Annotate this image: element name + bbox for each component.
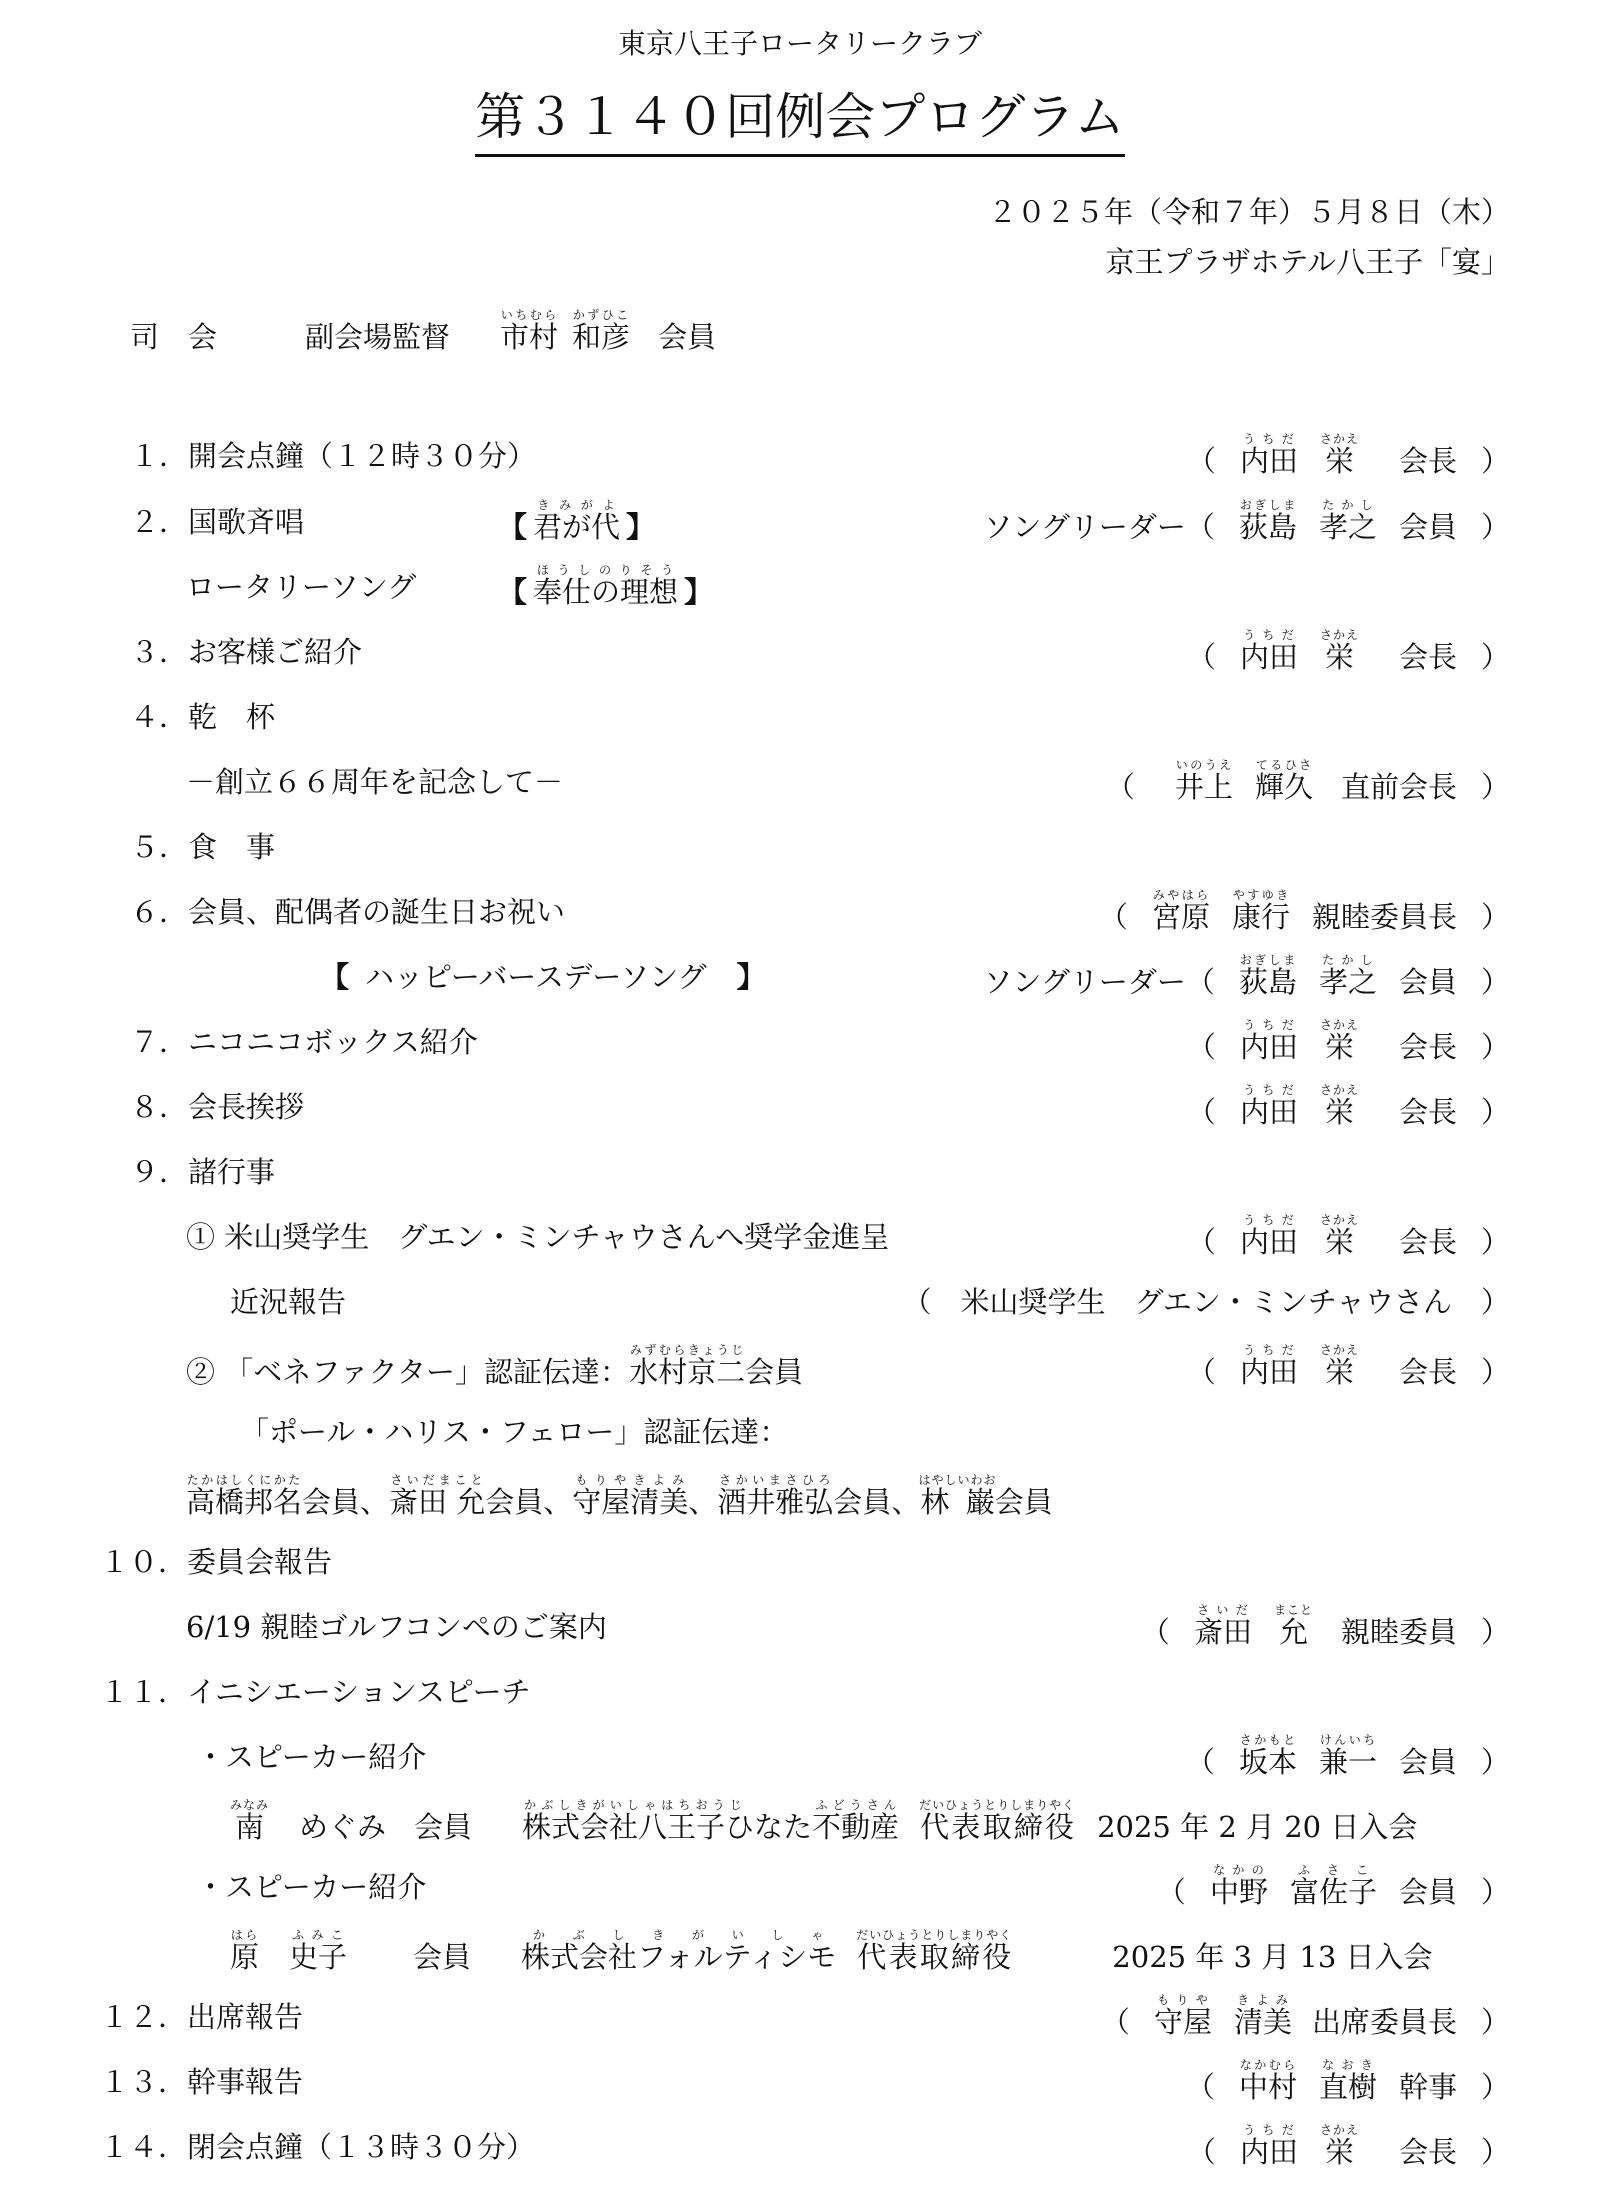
item-6-person: （ 宮原みやはら康行やすゆき親睦委員長 ） — [1098, 888, 1510, 934]
mc-suffix: 会員 — [658, 320, 717, 354]
item-12: １２．出席報告 — [100, 2000, 304, 2034]
item-2-song: 【 君が代きみがよ】 — [498, 498, 656, 544]
item-13-person: （ 中村なかむら直樹なおき幹事 ） — [1185, 2058, 1510, 2104]
item-6: ６．会員、配偶者の誕生日お祝い — [130, 895, 566, 929]
item-11-speaker-2: 原はら史子ふみこ会員 株式会社フォルティシモかぶしきがいしゃ代表取締役だいひょうとりしまりやく2025 年 3 月 13 日入会 — [230, 1928, 1433, 1974]
item-6-song: 【 ハッピーバースデーソング 】 — [320, 960, 766, 994]
mc-surname: 市村いちむら — [500, 308, 559, 354]
mc-label: 司 会 — [130, 320, 218, 354]
item-9-report: 近況報告 — [230, 1285, 347, 1319]
item-4-person: （ 井上いのうえ輝久てるひさ直前会長 ） — [1105, 758, 1510, 804]
mc-role: 副会場監督 — [305, 320, 451, 354]
item-11-intro-2-person: （ 中野なかの富佐子ふさこ会員 ） — [1156, 1863, 1510, 1909]
item-9-2: ② 「ベネファクター」認証伝達：水村京二みずむらきょうじ会員 — [186, 1343, 804, 1389]
page-title-text: 第３１４０回例会プログラム — [475, 88, 1125, 157]
item-9-honorees: 高橋邦名たかはしくにかた会員、斎田 允さいだまこと会員、守屋清美もりやきよみ、酒井雅弘さかいまさひろ会員、林 巌はやしいわお会員 — [186, 1473, 1053, 1519]
item-9-phf: 「ポール・ハリス・フェロー」認証伝達： — [240, 1415, 789, 1449]
item-rotary-song: ロータリーソング — [186, 570, 417, 604]
item-5: ５．食 事 — [130, 830, 276, 864]
item-7: ７．ニコニコボックス紹介 — [130, 1025, 478, 1059]
meeting-date: ２０２５年（令和７年）５月８日（木） — [987, 195, 1510, 229]
item-10: １０．委員会報告 — [100, 1545, 333, 1579]
item-4-sub: －創立６６周年を記念して－ — [186, 765, 564, 799]
item-9-report-person: （ 米山奨学生 グエン・ミンチャウさん ） — [902, 1285, 1510, 1319]
item-6-song-leader: ソングリーダー（ 荻島おぎしま孝之たかし会員 ） — [983, 953, 1510, 999]
item-10-sub: 6/19 親睦ゴルフコンペのご案内 — [186, 1610, 607, 1644]
mc-line — [130, 308, 716, 352]
item-3-person: （ 内田うちだ栄さかえ会長 ） — [1186, 628, 1510, 674]
item-1: １．開会点鐘（１２時３０分） — [130, 439, 537, 473]
item-14: １４．閉会点鐘（１３時３０分） — [100, 2130, 536, 2164]
item-9-1: ① 米山奨学生 グエン・ミンチャウさんへ奨学金進呈 — [186, 1220, 890, 1254]
item-9-1-person: （ 内田うちだ栄さかえ会長 ） — [1186, 1213, 1510, 1259]
item-11-intro-2: ・スピーカー紹介 — [196, 1870, 427, 1904]
item-1-person: （ 内田うちだ栄さかえ会長 ） — [1186, 432, 1510, 478]
item-11: １１．イニシエーションスピーチ — [100, 1675, 531, 1709]
club-name: 東京八王子ロータリークラブ — [617, 27, 982, 60]
item-9-2-person: （ 内田うちだ栄さかえ会長 ） — [1186, 1343, 1510, 1389]
item-11-intro-1: ・スピーカー紹介 — [196, 1740, 427, 1774]
item-8: ８．会長挨拶 — [130, 1090, 305, 1124]
item-14-person: （ 内田うちだ栄さかえ会長 ） — [1186, 2123, 1510, 2169]
item-7-person: （ 内田うちだ栄さかえ会長 ） — [1186, 1018, 1510, 1064]
item-3: ３．お客様ご紹介 — [130, 635, 363, 669]
item-rotary-song-title: 【 奉仕の理想ほうしのりそう】 — [498, 563, 714, 609]
item-4: ４．乾 杯 — [130, 700, 276, 734]
meeting-venue: 京王プラザホテル八王子「宴」 — [1105, 245, 1510, 279]
mc-given: 和彦かずひこ — [572, 308, 631, 354]
item-2-person: ソングリーダー（ 荻島おぎしま孝之たかし会員 ） — [983, 498, 1510, 544]
page-title — [0, 88, 1600, 146]
item-2: ２．国歌斉唱 — [130, 505, 305, 539]
item-9: ９．諸行事 — [130, 1155, 276, 1189]
item-13: １３．幹事報告 — [100, 2065, 304, 2099]
item-12-person: （ 守屋もりや清美きよみ出席委員長 ） — [1100, 1993, 1510, 2039]
item-10-person: （ 斎田さいだ允まこと親睦委員 ） — [1140, 1603, 1510, 1649]
item-11-speaker-1: 南みなみめぐみ 会員 株式会社八王子ひなた不動産かぶしきがいしゃはちおうじ ふどうさん代表取締役だいひょうとりしまりやく2025 年 2 月 20 日入会 — [230, 1798, 1418, 1844]
item-11-intro-1-person: （ 坂本さかもと兼一けんいち会員 ） — [1185, 1733, 1510, 1779]
item-8-person: （ 内田うちだ栄さかえ会長 ） — [1186, 1083, 1510, 1129]
